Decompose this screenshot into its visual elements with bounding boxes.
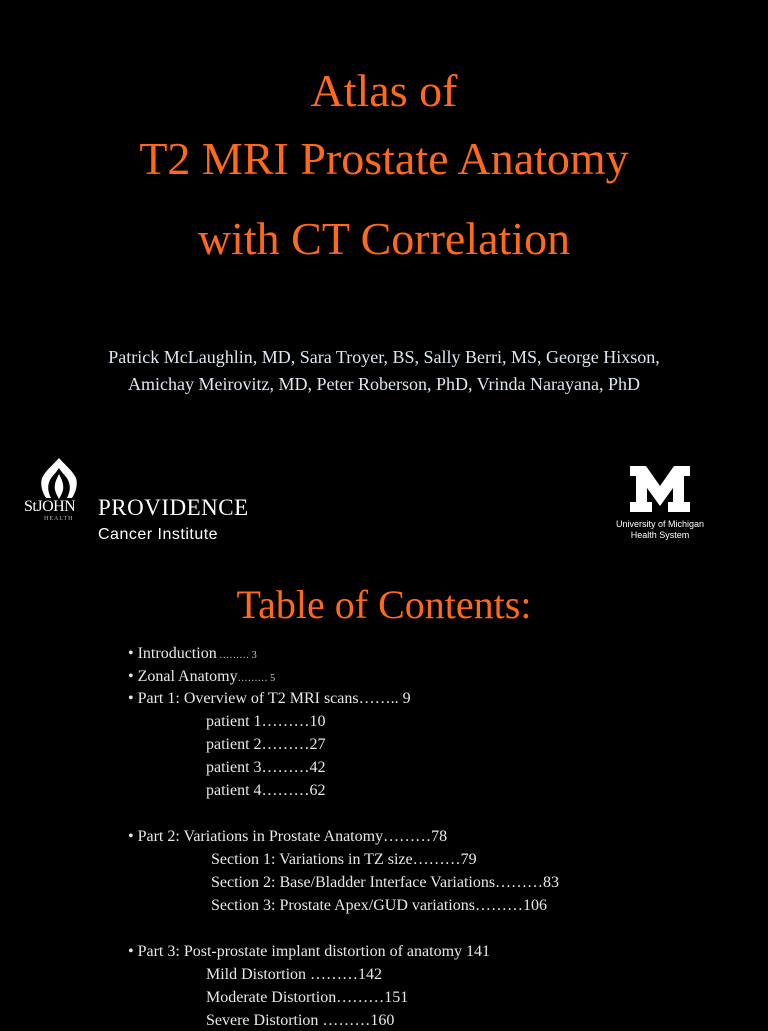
toc-section3: Section 3: Prostate Apex/GUD variations………106 — [211, 897, 547, 914]
toc-section1: Section 1: Variations in TZ size………79 — [211, 851, 477, 868]
title-line-2: T2 MRI Prostate Anatomy — [139, 133, 629, 184]
toc-section2: Section 2: Base/Bladder Interface Variations………83 — [211, 874, 560, 891]
stjohn-name: StJOHN — [24, 498, 76, 515]
toc-moderate: Moderate Distortion………151 — [206, 989, 409, 1006]
toc-zonal — [128, 667, 275, 689]
toc-part3: • Part 3: Post-prostate implant distortion of anatomy 141 — [128, 943, 491, 960]
providence-sub: Cancer Institute — [98, 526, 219, 543]
toc-patient2: patient 2………27 — [206, 736, 326, 753]
toc-introduction — [128, 644, 257, 666]
toc-part1: • Part 1: Overview of T2 MRI scans…….. 9 — [128, 690, 411, 707]
title-line-3: with CT Correlation — [197, 213, 571, 264]
toc-zonal-leader: ……… 5 — [237, 673, 276, 684]
stjohn-sub: HEALTH — [44, 516, 74, 522]
authors — [0, 344, 768, 398]
umich-logo — [602, 464, 718, 544]
block-m-icon — [628, 464, 692, 514]
toc-zonal-label: • Zonal Anatomy — [128, 668, 238, 685]
title-line-1: Atlas of — [310, 65, 458, 116]
toc-introduction-label: • Introduction — [128, 645, 217, 662]
providence-name: PROVIDENCE — [98, 495, 249, 520]
stjohn-flame-icon — [38, 456, 80, 500]
stjohn-providence-logo — [24, 452, 264, 552]
toc-patient3: patient 3………42 — [206, 759, 326, 776]
toc-patient1: patient 1………10 — [206, 713, 326, 730]
umich-line-2: Health System — [630, 530, 690, 540]
toc-introduction-leader: ……… 3 — [216, 650, 257, 661]
toc-part2: • Part 2: Variations in Prostate Anatomy………78 — [128, 828, 448, 845]
umich-line-1: University of Michigan — [615, 519, 705, 529]
authors-line-2: Amichay Meirovitz, MD, Peter Roberson, PhD, Vrinda Narayana, PhD — [128, 374, 640, 394]
toc-title: Table of Contents: — [236, 582, 532, 627]
authors-line-1: Patrick McLaughlin, MD, Sara Troyer, BS, Sally Berri, MS, George Hixson, — [108, 347, 660, 367]
toc-patient4: patient 4………62 — [206, 782, 326, 799]
toc-mild: Mild Distortion ………142 — [206, 966, 383, 983]
toc-severe: Severe Distortion ………160 — [206, 1012, 395, 1029]
